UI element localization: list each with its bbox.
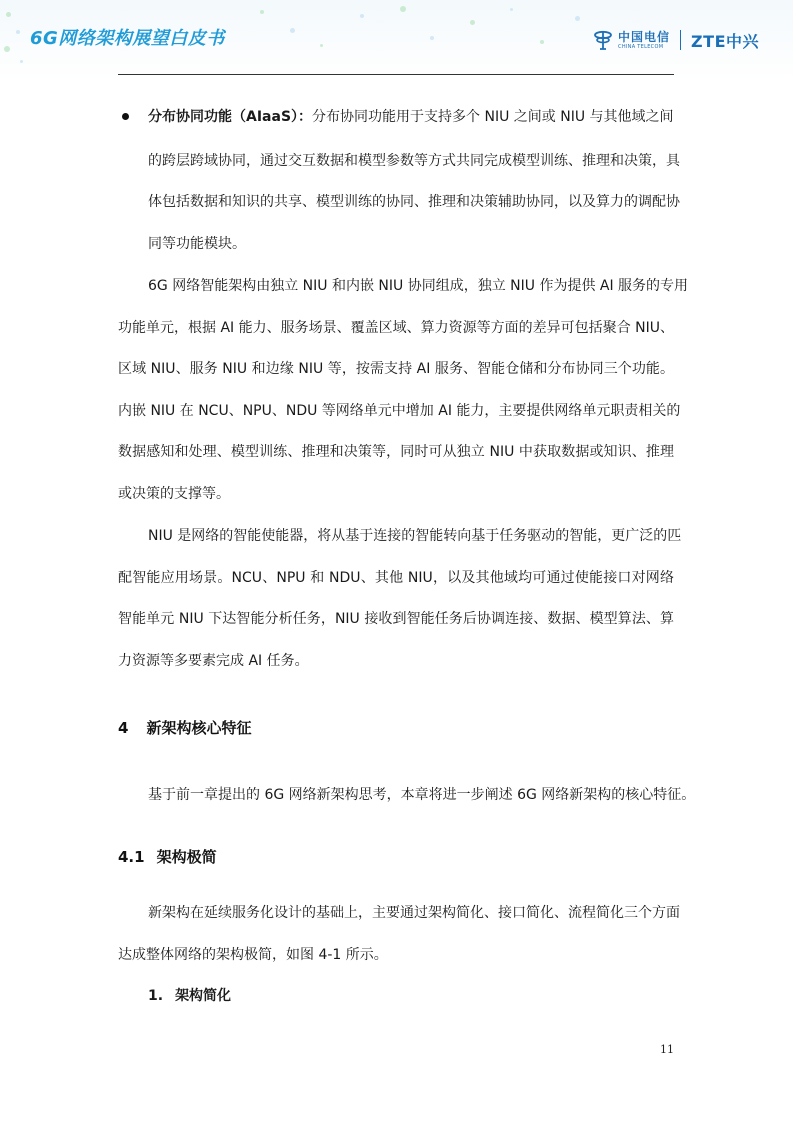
- bullet-line-2: 的跨层跨域协同，通过交互数据和模型参数等方式共同完成模型训练、推理和决策，具: [148, 153, 680, 169]
- para2-line-1: NIU 是网络的智能使能器，将从基于连接的智能转向基于任务驱动的智能，更广泛的匹: [148, 528, 682, 544]
- bullet-line-4: 同等功能模块。: [148, 236, 246, 252]
- china-telecom-cn: 中国电信: [618, 29, 671, 44]
- para1-line-5: 数据感知和处理、模型训练、推理和决策等，同时可从独立 NIU 中获取数据或知识、推理: [118, 444, 674, 460]
- para2-line-4: 力资源等多要素完成 AI 任务。: [118, 653, 309, 669]
- para1-line-4: 内嵌 NIU 在 NCU、NPU、NDU 等网络单元中增加 AI 能力，主要提供网络单元职责相关的: [118, 403, 681, 419]
- bullet-label: 分布协同功能（AIaaS）：: [148, 109, 313, 125]
- para2-line-2: 配智能应用场景。NCU、NPU 和 NDU、其他 NIU，以及其他域均可通过使能接口对网络: [118, 570, 674, 586]
- bullet-line-3: 体包括数据和知识的共享、模型训练的协同、推理和决策辅助协同，以及算力的调配协: [148, 194, 680, 210]
- para1-line-1: 6G 网络智能架构由独立 NIU 和内嵌 NIU 协同组成，独立 NIU 作为提供 AI 服务的专用: [148, 278, 689, 294]
- para4-line-2: 达成整体网络的架构极简，如图 4-1 所示。: [118, 947, 388, 963]
- page-number: 11: [660, 1043, 674, 1056]
- para1-line-3: 区域 NIU、服务 NIU 和边缘 NIU 等，按需支持 AI 服务、智能仓储和分布协同三个功能。: [118, 361, 674, 377]
- bullet-icon: [122, 113, 129, 120]
- para1-line-2: 功能单元，根据 AI 能力、服务场景、覆盖区域、算力资源等方面的差异可包括聚合 NIU、: [118, 320, 674, 336]
- item-1-number: 1.: [148, 988, 164, 1004]
- zte-logo: ZTE中兴: [691, 31, 759, 51]
- para1-line-6: 或决策的支撑等。: [118, 486, 230, 502]
- item-1-heading: [148, 987, 231, 1005]
- china-telecom-en: CHINA TELECOM: [618, 43, 664, 50]
- bullet-text-1: 分布协同功能用于支持多个 NIU 之间或 NIU 与其他域之间: [312, 109, 674, 125]
- section-4-title: 新架构核心特征: [146, 719, 252, 737]
- section-4-1-heading: [118, 846, 217, 867]
- item-1-title: 架构简化: [175, 988, 232, 1004]
- section-4-heading: [118, 717, 251, 738]
- section-4-1-title: 架构极简: [156, 848, 217, 866]
- para2-line-3: 智能单元 NIU 下达智能分析任务，NIU 接收到智能任务后协调连接、数据、模型算法、算: [118, 611, 674, 627]
- document-title: 6G网络架构展望白皮书: [30, 28, 225, 49]
- bullet-line-1: [148, 108, 674, 126]
- para3: 基于前一章提出的 6G 网络新架构思考，本章将进一步阐述 6G 网络新架构的核心特征。: [148, 787, 696, 803]
- section-4-1-number: 4.1: [118, 848, 145, 866]
- para4-line-1: 新架构在延续服务化设计的基础上，主要通过架构简化、接口简化、流程简化三个方面: [148, 905, 680, 921]
- section-4-number: 4: [118, 719, 129, 737]
